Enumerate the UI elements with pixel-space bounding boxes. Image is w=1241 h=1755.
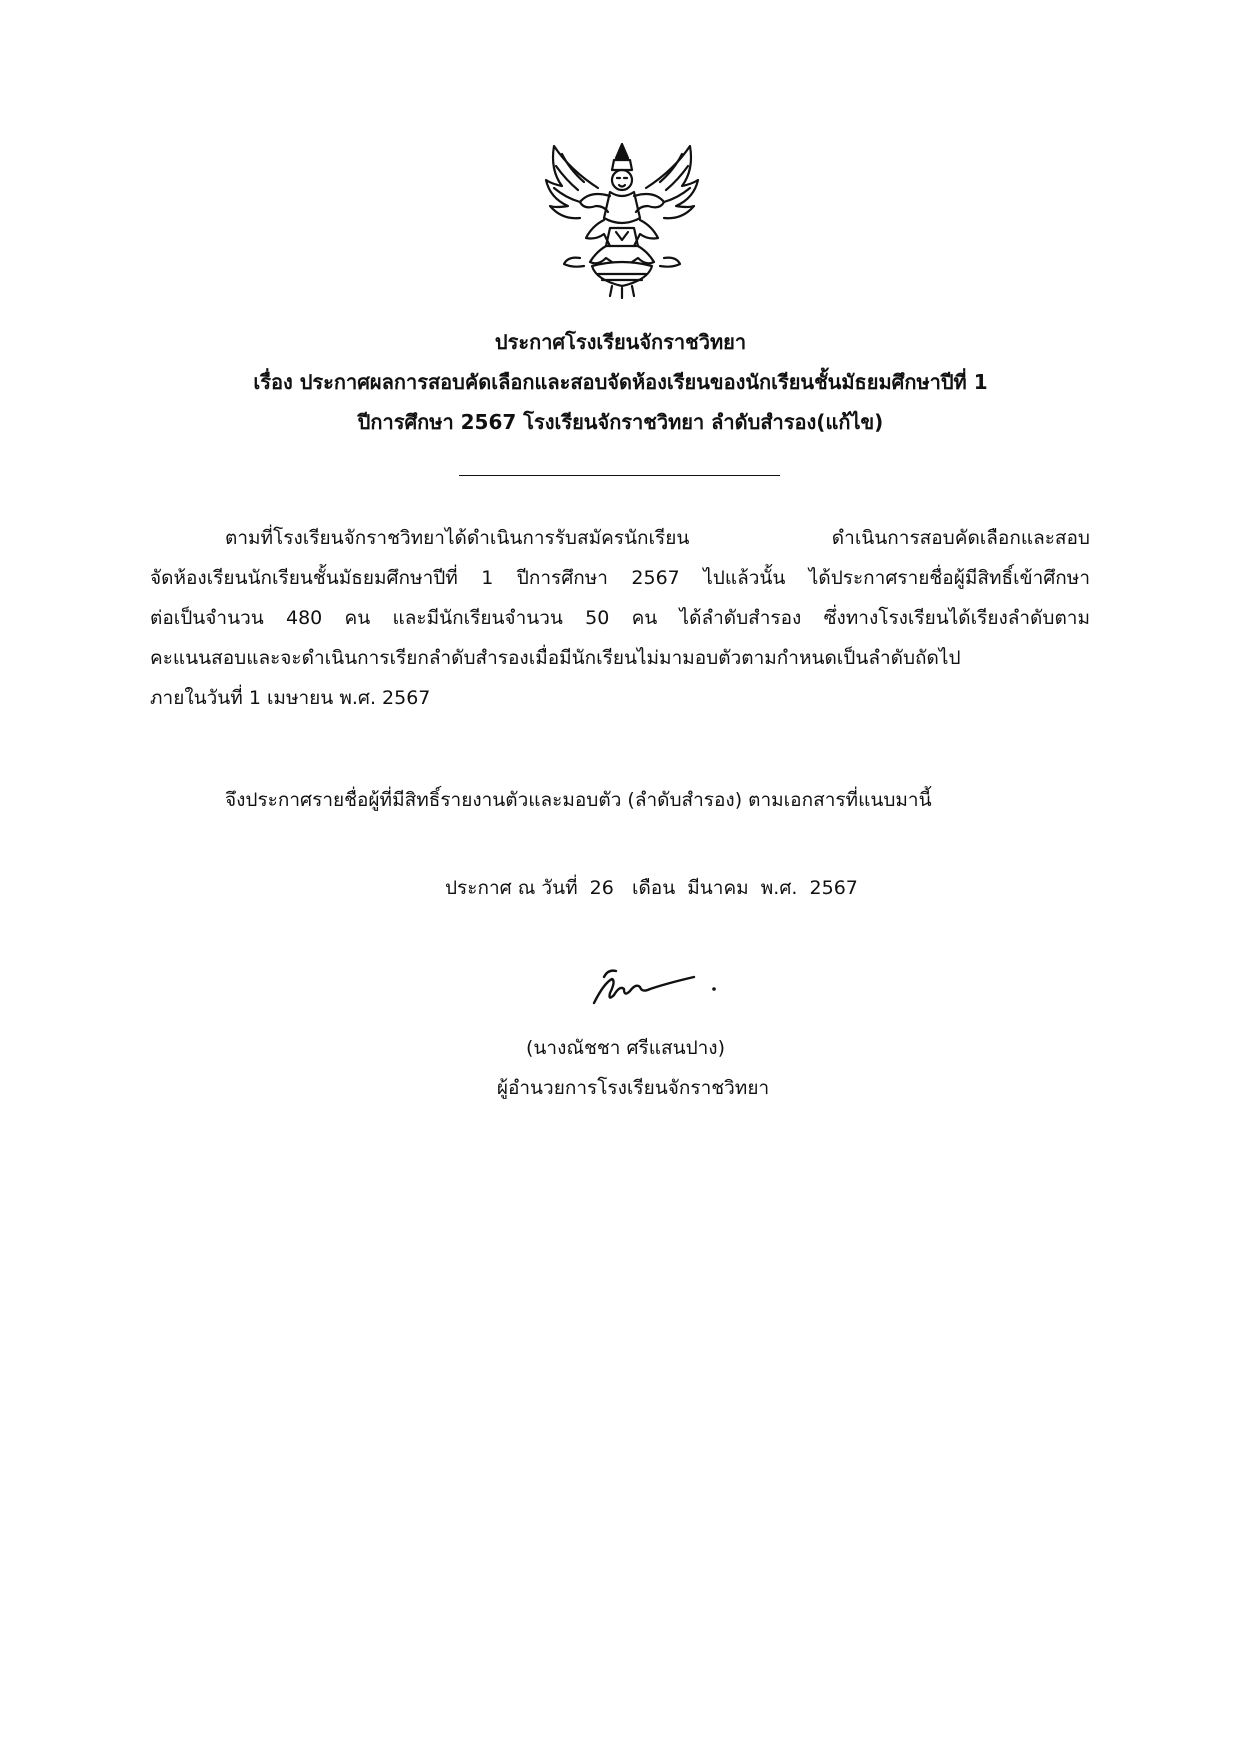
document-header (0, 322, 1241, 442)
signature-icon (590, 955, 740, 1015)
paragraph-2-line: จึงประกาศรายชื่อผู้ที่มีสิทธิ์รายงานตัวและมอบตัว (ลำดับสำรอง) ตามเอกสารที่แนบมานี้ (225, 789, 932, 811)
paragraph-1-line: ต่อเป็นจำนวน 480 คน และมีนักเรียนจำนวน 50 คน ได้ลำดับสำรอง ซึ่งทางโรงเรียนได้เรียงลำดับตาม (150, 607, 1090, 629)
paragraph-1-line: ภายในวันที่ 1 เมษายน พ.ศ. 2567 (150, 687, 431, 709)
signer-name: (นางณัชชา ศรีแสนปาง) (526, 1037, 725, 1059)
signer-position: ผู้อำนวยการโรงเรียนจักราชวิทยา (496, 1077, 770, 1099)
garuda-emblem-icon (540, 140, 705, 300)
paragraph-1 (150, 518, 1090, 718)
paragraph-1-line: จัดห้องเรียนนักเรียนชั้นมัธยมศึกษาปีที่ 1 ปีการศึกษา 2567 ไปแล้วนั้น ได้ประกาศรายชื่อผู้มีสิทธิ์เข้าศึกษา (150, 567, 1090, 589)
paragraph-2 (150, 780, 1090, 820)
document-title: ประกาศโรงเรียนจักราชวิทยา (494, 330, 747, 354)
document-subject-line2: ปีการศึกษา 2567 โรงเรียนจักราชวิทยา ลำดับสำรอง(แก้ไข) (357, 410, 884, 434)
document-subject: เรื่อง ประกาศผลการสอบคัดเลือกและสอบจัดห้องเรียนของนักเรียนชั้นมัธยมศึกษาปีที่ 1 (253, 370, 988, 394)
paragraph-1-line: คะแนนสอบและจะดำเนินการเรียกลำดับสำรองเมื่อมีนักเรียนไม่มามอบตัวตามกำหนดเป็นลำดับถัดไป (150, 647, 961, 669)
signer-block (0, 1028, 1241, 1108)
announce-date: ประกาศ ณ วันที่ 26 เดือน มีนาคม พ.ศ. 2567 (445, 877, 858, 899)
header-divider (459, 475, 780, 476)
paragraph-1-line: ตามที่โรงเรียนจักราชวิทยาได้ดำเนินการรับสมัครนักเรียน ดำเนินการสอบคัดเลือกและสอบ (225, 527, 1090, 549)
